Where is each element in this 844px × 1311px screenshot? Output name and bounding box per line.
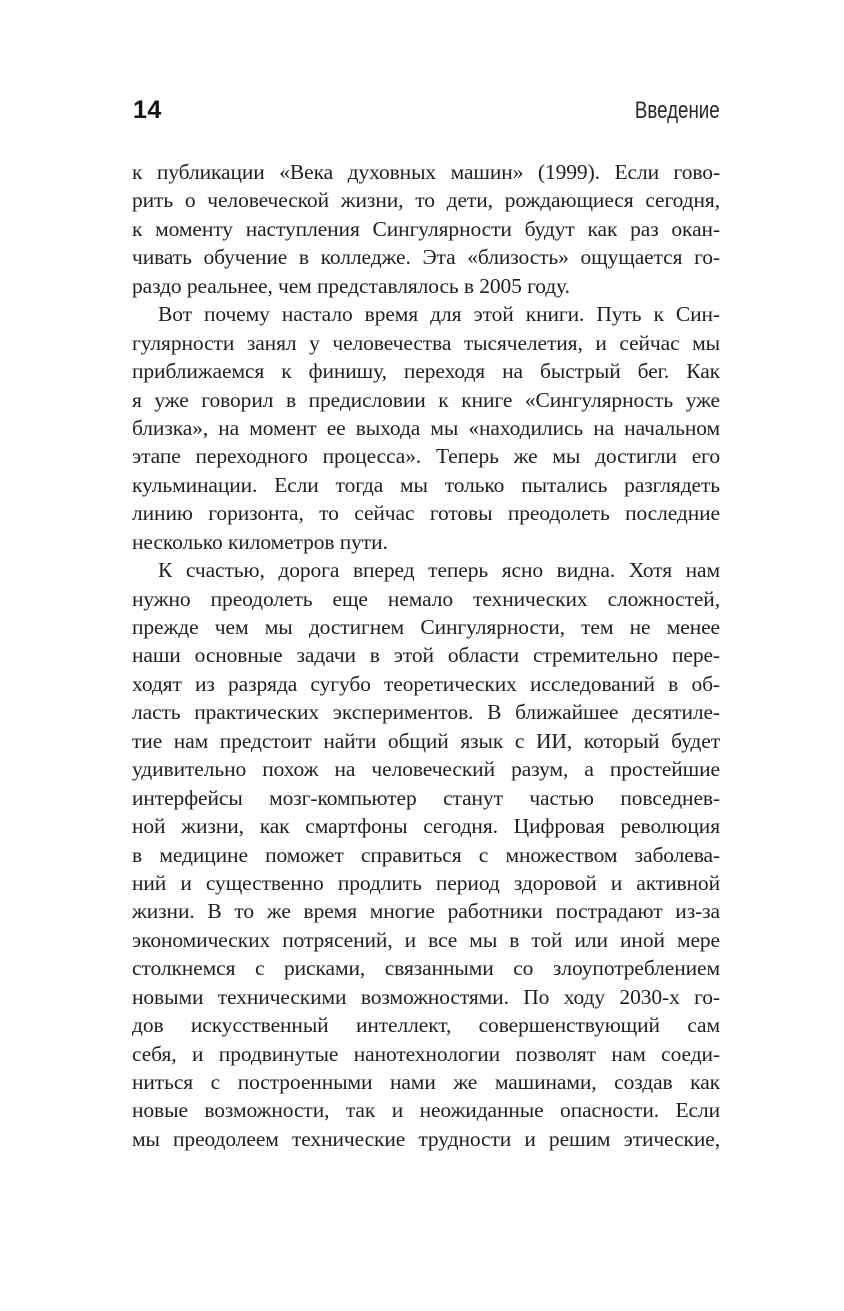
page-text	[132, 158, 720, 1153]
text-line: я уже говорил в предисловии к книге «Сингулярность уже	[132, 387, 720, 412]
text-line: линию горизонта, то сейчас готовы преодолеть последние	[132, 501, 720, 526]
text-line: столкнемся с рисками, связанными со злоупотреблением	[132, 956, 720, 981]
text-line: новые возможности, так и неожиданные опасности. Если	[132, 1098, 720, 1123]
text-line: кульминации. Если тогда мы только пытались разглядеть	[132, 472, 720, 497]
text-line: удивительно похож на человеческий разум, а простейшие	[132, 757, 720, 782]
text-line: новыми техническими возможностями. По ходу 2030-х го-	[132, 984, 720, 1009]
text-line: интерфейсы мозг-компьютер станут частью повседнев-	[132, 785, 720, 810]
text-line: к публикации «Века духовных машин» (1999). Если гово-	[132, 160, 720, 184]
text-line: наши основные задачи в этой области стремительно пере-	[132, 643, 720, 668]
text-line: мы преодолеем технические трудности и решим этические,	[132, 1126, 720, 1151]
text-line: дов искусственный интеллект, совершенствующий сам	[132, 1013, 720, 1038]
text-line: ний и существенно продлить период здоровой и активной	[132, 870, 720, 895]
text-line: ниться с построенными нами же машинами, создав как	[132, 1070, 720, 1094]
text-line: Вот почему настало время для этой книги. Путь к Син-	[158, 302, 720, 327]
text-line: несколько километров пути.	[132, 529, 388, 554]
text-line: ласть практических экспериментов. В ближайшее десятиле-	[132, 700, 720, 725]
paragraph	[132, 158, 720, 300]
running-head: Введение	[635, 97, 720, 124]
text-line: прежде чем мы достигнем Сингулярности, тем не менее	[132, 615, 720, 639]
text-line: чивать обучение в колледже. Эта «близость» ощущается го-	[132, 245, 720, 270]
text-line: экономических потрясений, и все мы в той или иной мере	[132, 927, 720, 952]
text-line: этапе переходного процесса». Теперь же мы достигли его	[132, 444, 720, 469]
page-number: 14	[133, 96, 162, 124]
text-line: ной жизни, как смартфоны сегодня. Цифровая революция	[132, 814, 720, 839]
text-line: нужно преодолеть еще немало технических сложностей,	[132, 586, 720, 611]
text-line: К счастью, дорога вперед теперь ясно видна. Хотя нам	[158, 558, 720, 583]
text-line: себя, и продвинутые нанотехнологии позволят нам соеди-	[132, 1041, 720, 1066]
page-header	[133, 96, 720, 125]
text-line: в медицине поможет справиться с множеством заболева-	[132, 842, 720, 867]
text-line: к моменту наступления Сингулярности будут как раз окан-	[132, 216, 720, 241]
paragraph	[132, 300, 720, 556]
text-line: раздо реальнее, чем представлялось в 2005 году.	[132, 273, 570, 298]
paragraph	[132, 556, 720, 1153]
text-line: близка», на момент ее выхода мы «находились на начальном	[132, 415, 720, 440]
text-line: жизни. В то же время многие работники пострадают из-за	[132, 899, 720, 924]
text-line: рить о человеческой жизни, то дети, рождающиеся сегодня,	[132, 188, 720, 213]
text-line: гулярности занял у человечества тысячелетия, и сейчас мы	[132, 330, 720, 355]
text-line: приближаемся к финишу, переходя на быстрый бег. Как	[132, 359, 720, 384]
text-line: ходят из разряда сугубо теоретических исследований в об-	[132, 671, 720, 696]
text-line: тие нам предстоит найти общий язык с ИИ, который будет	[132, 728, 720, 753]
